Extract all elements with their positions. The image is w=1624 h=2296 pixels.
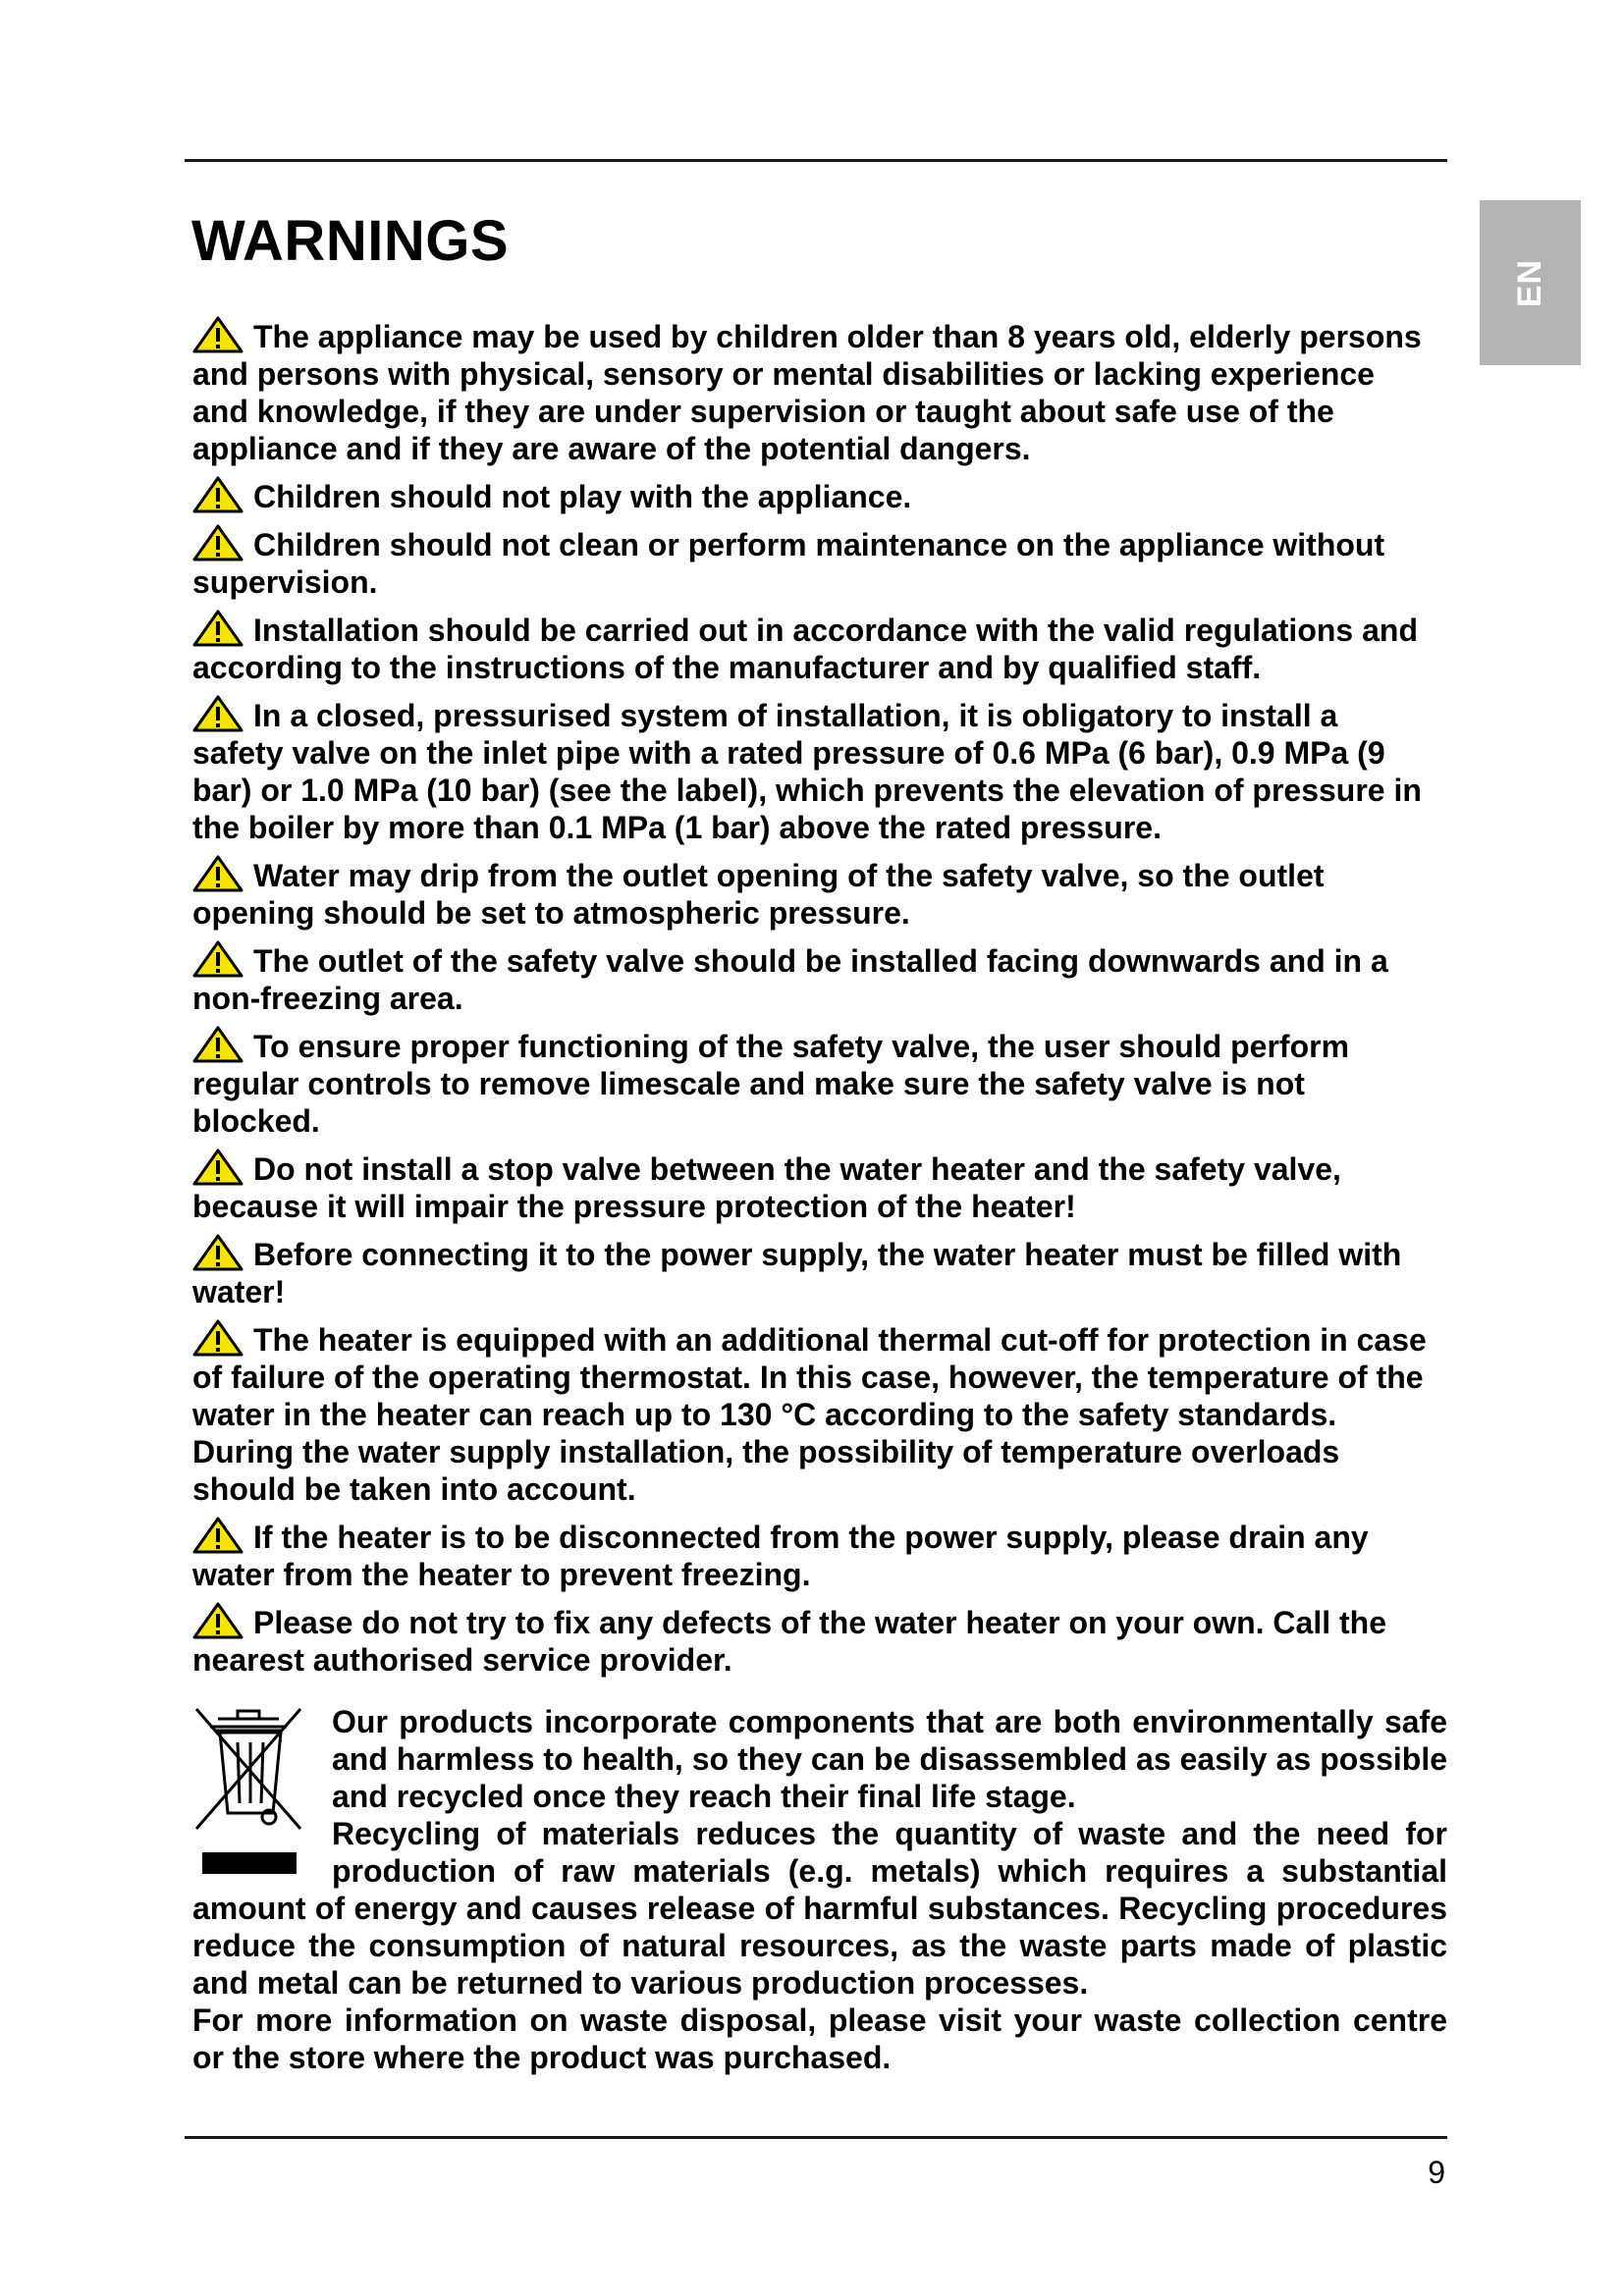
crossed-out-wheelie-bin-icon [192,1707,308,1884]
warning-text: If the heater is to be disconnected from the power supply, please drain any water from the heater to prevent freezing. [192,1520,1369,1592]
warning-text: Installation should be carried out in accordance with the valid regulations and according to the instructions of the manufacturer and by qualified staff. [192,613,1418,685]
recycling-paragraph-1: Our products incorporate components that are both environmentally safe and harmless to health, so they can be disassembled as easily as possible and recycled once they reach their final life stage. [332,1704,1447,1814]
warning-triangle-icon [192,610,244,647]
warning-triangle-icon [192,1602,244,1639]
warning-item [192,316,1432,467]
bottom-rule [185,2136,1447,2139]
warning-item [192,1319,1432,1508]
warning-text: Children should not play with the appliance. [253,479,912,514]
warning-text: In a closed, pressurised system of installation, it is obligatory to install a safety valve on the inlet pipe with a rated pressure of 0.6 MPa (6 bar), 0.9 MPa (9 bar) or 1.0 MPa (10 bar) (see the label), which prevents the elevation of pressure in the boiler by more than 0.1 MPa (1 bar) above the rated pressure. [192,698,1422,845]
warning-item [192,695,1432,846]
language-tab-label: EN [1510,258,1548,307]
warning-text: Children should not clean or perform maintenance on the appliance without supervision. [192,527,1385,600]
warning-triangle-icon [192,1517,244,1554]
warning-triangle-icon [192,1148,244,1186]
warning-triangle-icon [192,940,244,978]
warning-item [192,610,1432,686]
warning-item [192,1234,1432,1310]
warning-item [192,1026,1432,1140]
warning-text: To ensure proper functioning of the safety valve, the user should perform regular controls to remove limescale and make sure the safety valve is not blocked. [192,1029,1350,1139]
warning-triangle-icon [192,316,244,353]
warning-triangle-icon [192,695,244,732]
warning-triangle-icon [192,1026,244,1063]
warning-text: The appliance may be used by children older than 8 years old, elderly persons and persons with physical, sensory or mental disabilities or lacking experience and knowledge, if they are under supervision or taught about safe use of the appliance and if they are aware of the potential dangers. [192,319,1422,466]
warning-item [192,940,1432,1017]
warning-triangle-icon [192,855,244,892]
warning-text: Please do not try to fix any defects of the water heater on your own. Call the nearest authorised service provider. [192,1605,1386,1678]
warning-item [192,1148,1432,1225]
warning-item [192,524,1432,601]
language-tab [1480,200,1581,365]
warning-item [192,1602,1432,1679]
warning-triangle-icon [192,524,244,561]
warning-text: The outlet of the safety valve should be installed facing downwards and in a non-freezing area. [192,943,1388,1016]
warnings-list [192,316,1432,1687]
page-number: 9 [1428,2155,1445,2190]
warning-item [192,855,1432,932]
top-rule [185,159,1447,162]
warning-text: The heater is equipped with an additional thermal cut-off for protection in case of failure of the operating thermostat. In this case, however, the temperature of the water in the heater can reach up to 130 °C according to the safety standards. During the water supply installation, the possibility of temperature overloads should be taken into account. [192,1322,1427,1507]
warning-triangle-icon [192,1319,244,1357]
recycling-notice [192,1703,1447,2076]
warning-item [192,476,1432,515]
recycling-paragraph-2: Recycling of materials reduces the quantity of waste and the need for production of raw materials (e.g. metals) which requires a substantial amount of energy and causes release of harmful substances. Recycling procedures reduce the consumption of natural resources, as the waste parts made of plastic and metal can be returned to various production processes. [192,1816,1447,2001]
recycling-paragraph-3: For more information on waste disposal, please visit your waste collection centre or the store where the product was purchased. [192,2002,1447,2075]
warning-item [192,1517,1432,1593]
page-title: WARNINGS [191,209,509,273]
warning-text: Water may drip from the outlet opening of the safety valve, so the outlet opening should be set to atmospheric pressure. [192,858,1325,931]
warning-text: Do not install a stop valve between the water heater and the safety valve, because it will impair the pressure protection of the heater! [192,1151,1341,1224]
warning-triangle-icon [192,476,244,513]
warning-triangle-icon [192,1234,244,1271]
warning-text: Before connecting it to the power supply, the water heater must be filled with water! [192,1237,1402,1309]
